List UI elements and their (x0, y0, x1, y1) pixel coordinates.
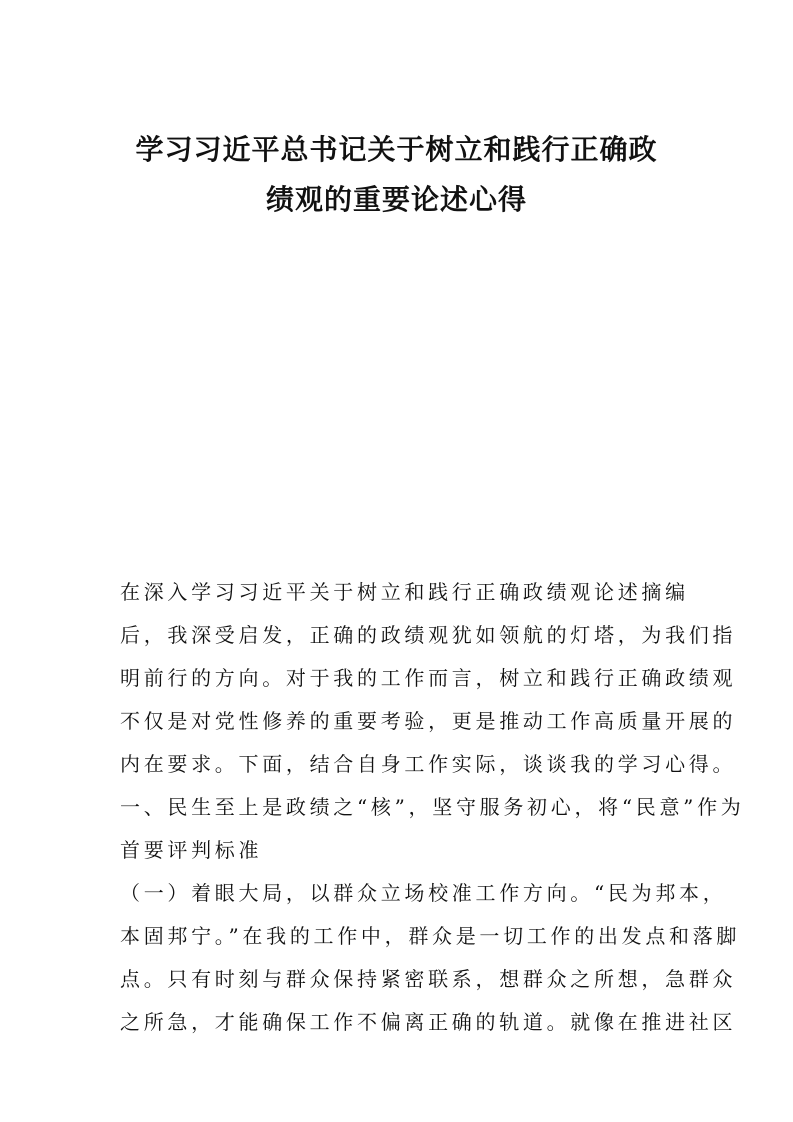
document-title-line-1: 学习习近平总书记关于树立和践行正确政 (135, 133, 658, 166)
subsection-line-1: （一）着眼大局，以群众立场校准工作方向。“民为邦本， (120, 881, 727, 905)
section-heading-line-2: 首要评判标准 (120, 838, 263, 862)
body-line-10: 点。只有时刻与群众保持紧密联系，想群众之所想，急群众 (120, 967, 737, 991)
body-line-3: 明前行的方向。对于我的工作而言，树立和践行正确政绩观 (120, 666, 737, 690)
section-heading-line-1: 一、民生至上是政绩之“核”，坚守服务初心，将“民意”作为 (120, 795, 745, 819)
body-line-4: 不仅是对党性修养的重要考验，更是推动工作高质量开展的 (120, 709, 737, 733)
body-line-5: 内在要求。下面，结合自身工作实际，谈谈我的学习心得。 (120, 752, 737, 776)
document-title-line-2: 绩观的重要论述心得 (265, 183, 527, 216)
body-line-2: 后，我深受启发，正确的政绩观犹如领航的灯塔，为我们指 (120, 623, 737, 647)
body-line-9: 本固邦宁。”在我的工作中，群众是一切工作的出发点和落脚 (120, 924, 741, 948)
body-line-11: 之所急，才能确保工作不偏离正确的轨道。就像在推进社区 (120, 1010, 737, 1034)
body-line-1: 在深入学习习近平关于树立和践行正确政绩观论述摘编 (120, 580, 689, 604)
